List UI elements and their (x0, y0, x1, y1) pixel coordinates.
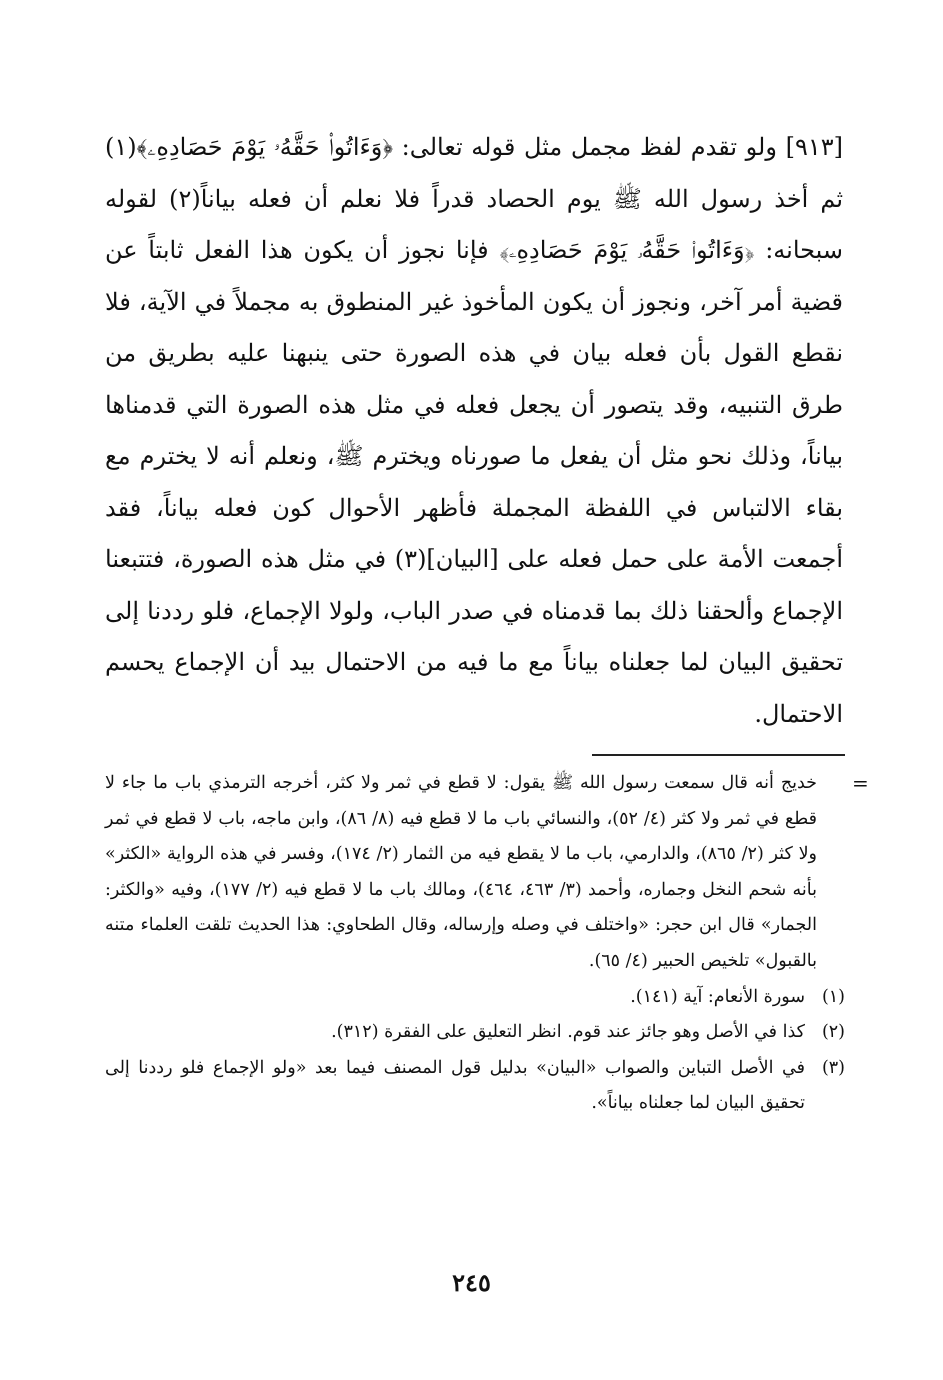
footnote-3 (105, 1051, 845, 1122)
footnotes-block (105, 766, 845, 1122)
footnote-separator (592, 754, 845, 756)
footnote-text: كذا في الأصل وهو جائز عند قوم. انظر التعليق على الفقرة (٣١٢). (331, 1022, 805, 1043)
page-number: ٢٤٥ (452, 1268, 491, 1297)
footnote-1 (105, 980, 845, 1016)
continuation-mark: = (852, 771, 869, 795)
footnote-2 (105, 1015, 845, 1051)
footnote-number: (١) (821, 986, 845, 1007)
footnote-text: سورة الأنعام: آية (١٤١). (630, 986, 805, 1007)
footnote-text: في الأصل التباين والصواب «البيان» بدليل قول المصنف فيما بعد «ولو الإجماع فلو رددنا إلى تحقيق البيان لما جعلناه بياناً». (105, 1057, 805, 1114)
main-paragraph: [٩١٣] ولو تقدم لفظ مجمل مثل قوله تعالى: ﴿وَءَاتُوا۟ حَقَّهُۥ يَوْمَ حَصَادِهِۦ﴾(١) ثم أخذ رسول الله ﷺ يوم الحصاد قدراً فلا نعلم أن فعله بياناً(٢) لقوله سبحانه: ﴿وَءَاتُوا۟ حَقَّهُۥ يَوْمَ حَصَادِهِۦ﴾ فإنا نجوز أن يكون هذا الفعل ثابتاً عن قضية أمر آخر، ونجوز أن يكون المأخوذ غير المنطوق به مجملاً في الآية، فلا نقطع القول بأن فعله بيان في هذه الصورة حتى ينبهنا عليه بطريق من طرق التنبيه، وقد يتصور أن يجعل فعله في مثل هذه الصورة التي قدمناها بياناً، وذلك نحو مثل أن يفعل ما صورناه ويخترم ﷺ، ونعلم أنه لا يخترم مع بقاء الالتباس في اللفظة المجملة فأظهر الأحوال كون فعله بياناً، فقد أجمعت الأمة على حمل فعله على [البيان](٣) في مثل هذه الصورة، فتتبعنا الإجماع وألحقنا ذلك بما قدمناه في صدر الباب، ولولا الإجماع، فلو رددنا إلى تحقيق البيان لما جعلناه بياناً مع ما فيه من الاحتمال بيد أن الإجماع يحسم الاحتمال. (105, 133, 844, 728)
main-text-block (105, 122, 843, 740)
footnote-number: (٢) (821, 1022, 845, 1043)
footnote-continuation: خديج أنه قال سمعت رسول الله ﷺ يقول: لا قطع في ثمر ولا كثر، أخرجه الترمذي باب ما جاء لا قطع في ثمر ولا كثر (٤/ ٥٢)، والنسائي باب ما لا قطع فيه (٨/ ٨٦)، وابن ماجه، باب لا قطع في ثمر ولا كثر (٢/ ٨٦٥)، والدارمي، باب ما لا يقطع فيه من الثمار (٢/ ١٧٤)، وفسر في هذه الرواية «الكثر» بأنه شحم النخل وجماره، وأحمد (٣/ ٤٦٣، ٤٦٤)، ومالك باب ما لا قطع فيه (٢/ ١٧٧)، وفيه «والكثر: الجمار» قال ابن حجر: «واختلف في وصله وإرساله، وقال الطحاوي: هذا الحديث تلقت العلماء متنه بالقبول» تلخيص الحبير (٤/ ٦٥). (105, 773, 817, 971)
footnote-number: (٣) (821, 1057, 845, 1078)
